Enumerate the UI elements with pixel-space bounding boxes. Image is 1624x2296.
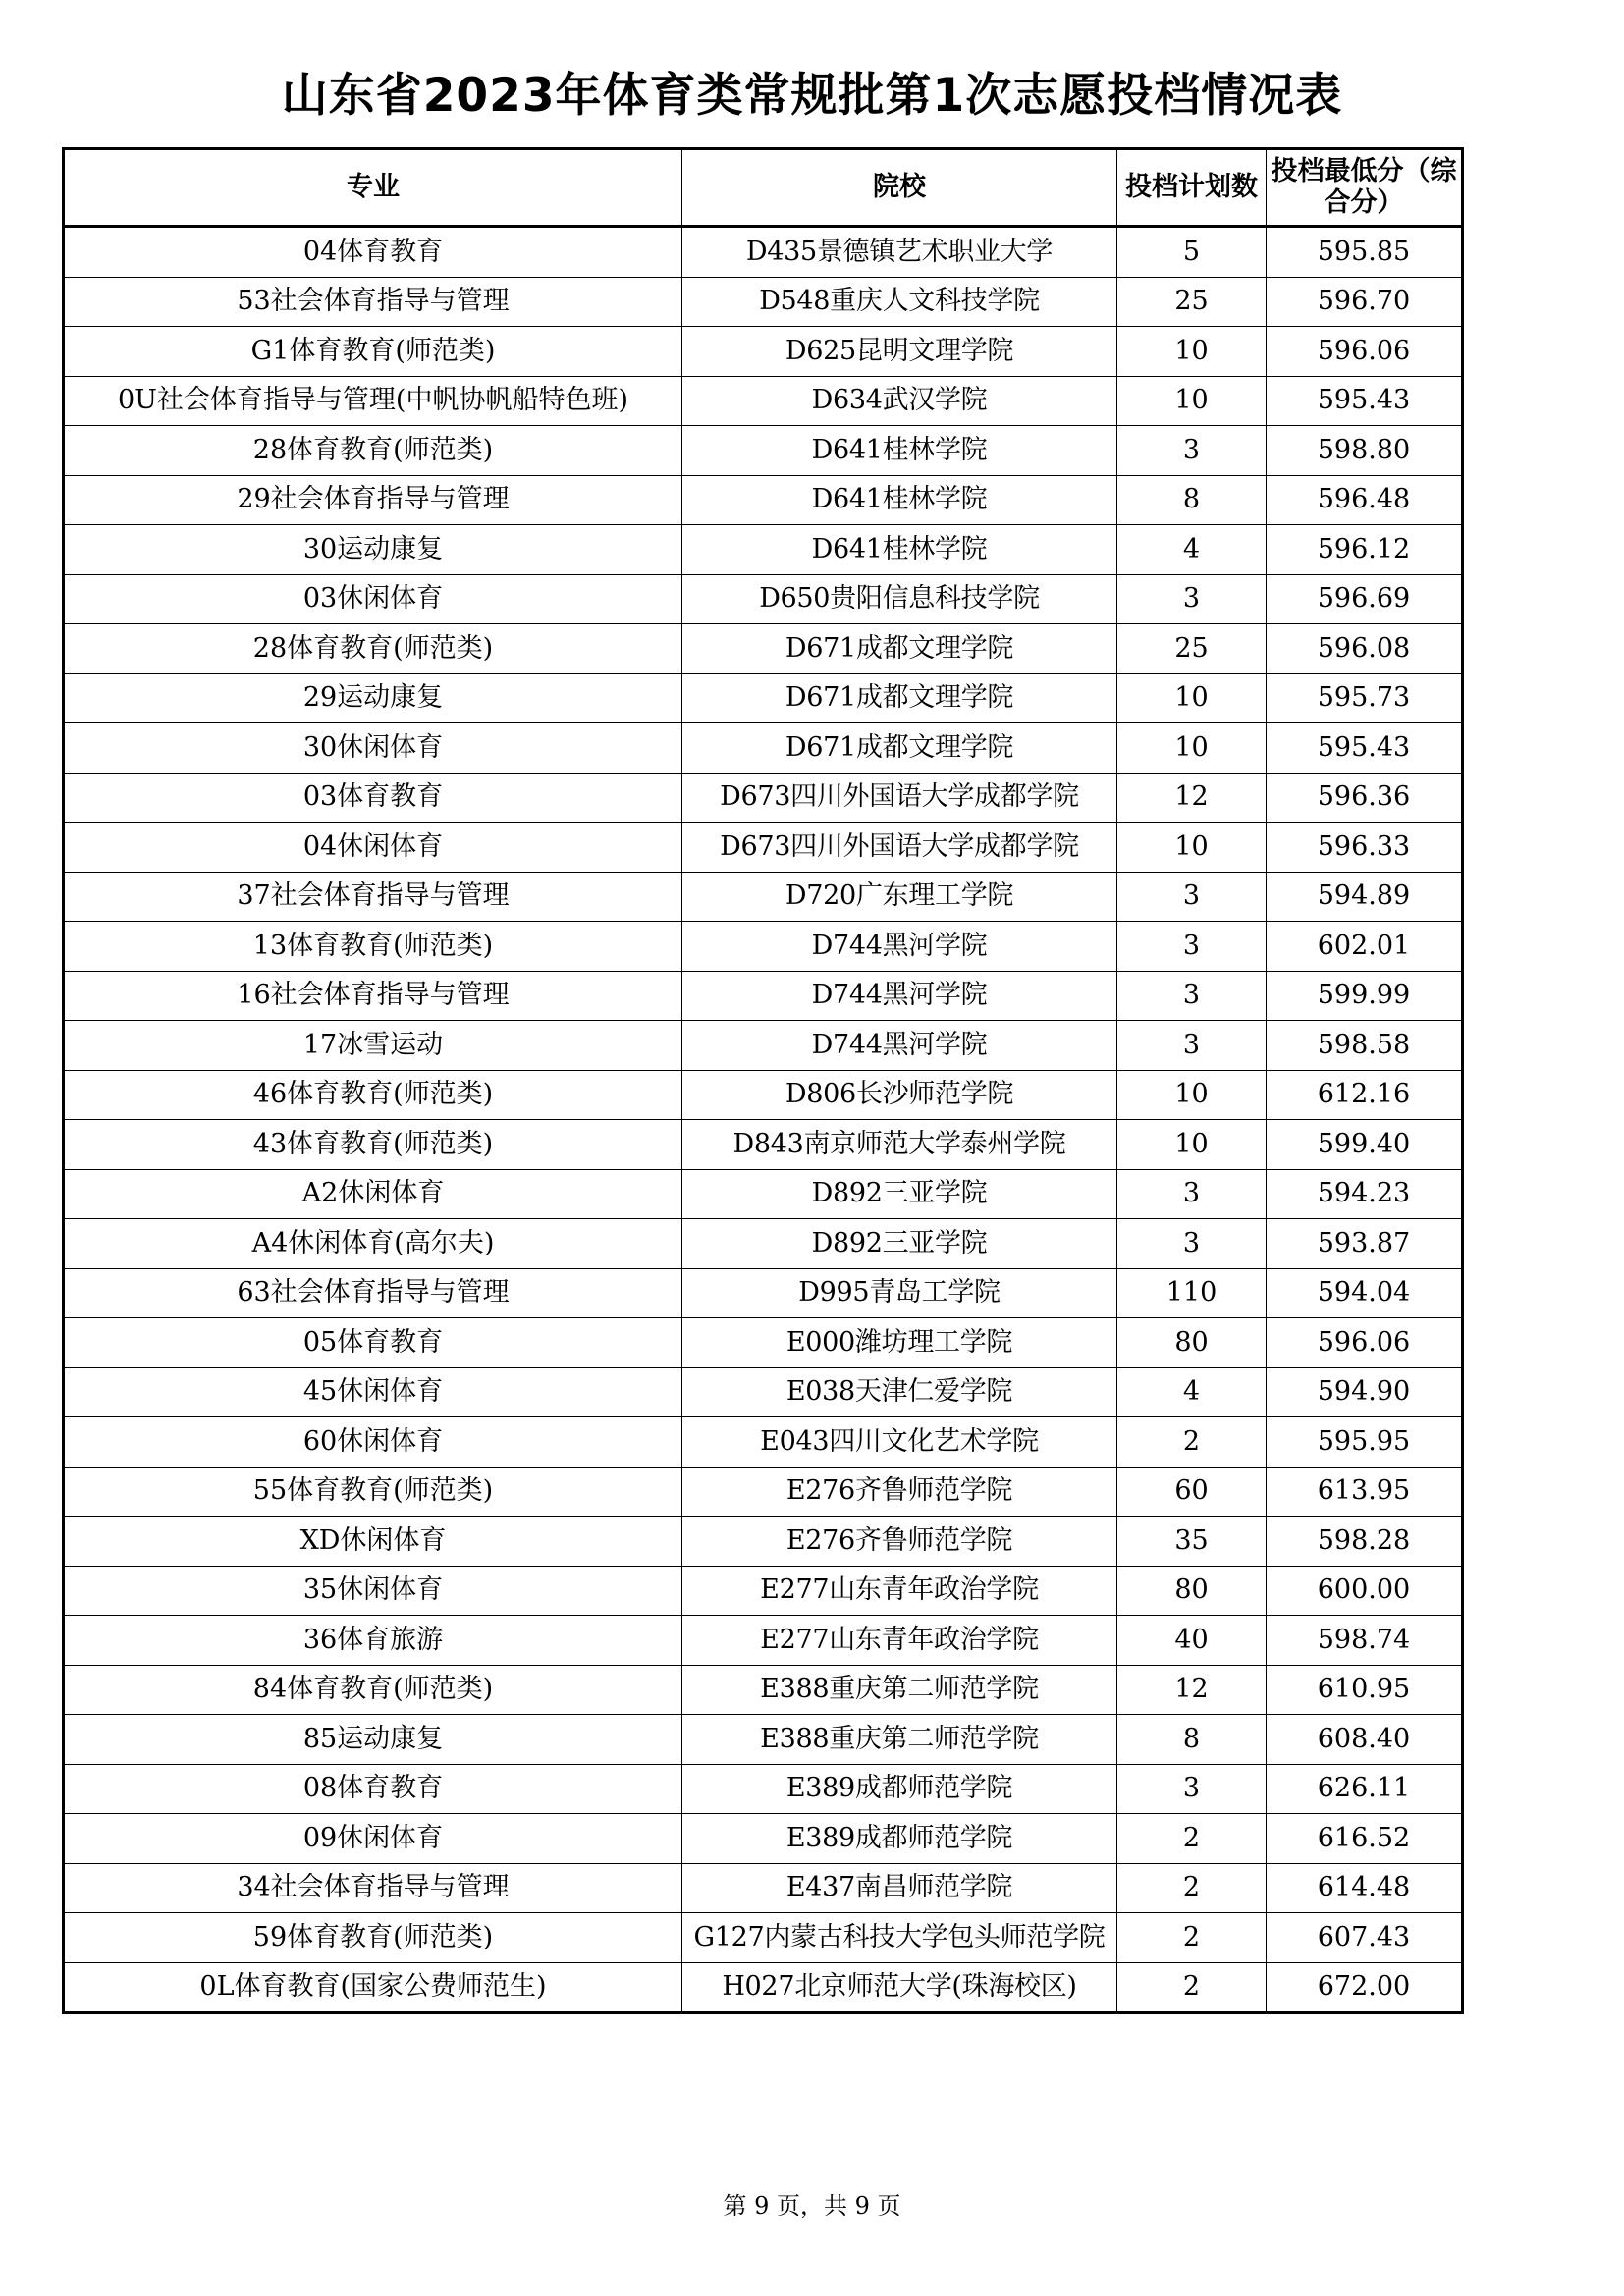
cell-major: 59体育教育(师范类) xyxy=(64,1913,682,1963)
cell-min-score: 596.36 xyxy=(1267,773,1463,823)
cell-plan: 3 xyxy=(1117,971,1267,1021)
cell-min-score: 596.08 xyxy=(1267,624,1463,674)
cell-school: E043四川文化艺术学院 xyxy=(682,1417,1117,1468)
cell-major: 84体育教育(师范类) xyxy=(64,1665,682,1715)
admissions-table xyxy=(62,147,1464,2014)
cell-plan: 12 xyxy=(1117,1665,1267,1715)
table-row xyxy=(64,1268,1463,1318)
cell-school: G127内蒙古科技大学包头师范学院 xyxy=(682,1913,1117,1963)
table-row xyxy=(64,773,1463,823)
cell-major: 43体育教育(师范类) xyxy=(64,1120,682,1170)
cell-min-score: 595.43 xyxy=(1267,376,1463,426)
cell-min-score: 607.43 xyxy=(1267,1913,1463,1963)
cell-major: 85运动康复 xyxy=(64,1715,682,1765)
cell-min-score: 596.06 xyxy=(1267,327,1463,377)
column-header-min-score: 投档最低分（综合分） xyxy=(1267,149,1463,227)
table-row xyxy=(64,624,1463,674)
cell-plan: 10 xyxy=(1117,673,1267,723)
cell-school: D995青岛工学院 xyxy=(682,1268,1117,1318)
cell-major: 30运动康复 xyxy=(64,525,682,575)
cell-major: A4休闲体育(高尔夫) xyxy=(64,1219,682,1269)
cell-major: XD休闲体育 xyxy=(64,1517,682,1567)
cell-major: 46体育教育(师范类) xyxy=(64,1070,682,1120)
cell-major: 45休闲体育 xyxy=(64,1367,682,1417)
cell-plan: 5 xyxy=(1117,227,1267,278)
cell-plan: 10 xyxy=(1117,823,1267,873)
table-row xyxy=(64,1814,1463,1864)
cell-major: 28体育教育(师范类) xyxy=(64,426,682,476)
cell-plan: 3 xyxy=(1117,1764,1267,1814)
column-header-school: 院校 xyxy=(682,149,1117,227)
table-row xyxy=(64,1467,1463,1517)
cell-school: D671成都文理学院 xyxy=(682,673,1117,723)
table-row xyxy=(64,823,1463,873)
cell-plan: 2 xyxy=(1117,1913,1267,1963)
table-row xyxy=(64,1764,1463,1814)
cell-plan: 3 xyxy=(1117,574,1267,624)
table-row xyxy=(64,1863,1463,1913)
cell-min-score: 596.06 xyxy=(1267,1318,1463,1368)
cell-school: E038天津仁爱学院 xyxy=(682,1367,1117,1417)
cell-plan: 12 xyxy=(1117,773,1267,823)
cell-major: 55体育教育(师范类) xyxy=(64,1467,682,1517)
table-row xyxy=(64,723,1463,774)
cell-school: D673四川外国语大学成都学院 xyxy=(682,773,1117,823)
cell-major: 37社会体育指导与管理 xyxy=(64,872,682,922)
cell-school: E000潍坊理工学院 xyxy=(682,1318,1117,1368)
cell-school: D641桂林学院 xyxy=(682,525,1117,575)
cell-school: D671成都文理学院 xyxy=(682,723,1117,774)
cell-school: E389成都师范学院 xyxy=(682,1814,1117,1864)
cell-major: 03体育教育 xyxy=(64,773,682,823)
cell-school: D641桂林学院 xyxy=(682,475,1117,525)
cell-school: D744黑河学院 xyxy=(682,971,1117,1021)
table-row xyxy=(64,1417,1463,1468)
cell-school: D843南京师范大学泰州学院 xyxy=(682,1120,1117,1170)
cell-school: D744黑河学院 xyxy=(682,922,1117,972)
cell-min-score: 596.48 xyxy=(1267,475,1463,525)
cell-plan: 2 xyxy=(1117,1417,1267,1468)
cell-min-score: 613.95 xyxy=(1267,1467,1463,1517)
cell-major: 34社会体育指导与管理 xyxy=(64,1863,682,1913)
table-row xyxy=(64,1616,1463,1666)
table-row xyxy=(64,1318,1463,1368)
cell-plan: 4 xyxy=(1117,1367,1267,1417)
cell-major: 0U社会体育指导与管理(中帆协帆船特色班) xyxy=(64,376,682,426)
cell-major: 04体育教育 xyxy=(64,227,682,278)
cell-min-score: 626.11 xyxy=(1267,1764,1463,1814)
table-row xyxy=(64,1665,1463,1715)
cell-major: 03休闲体育 xyxy=(64,574,682,624)
table-row xyxy=(64,1913,1463,1963)
cell-min-score: 600.00 xyxy=(1267,1566,1463,1616)
column-header-plan: 投档计划数 xyxy=(1117,149,1267,227)
cell-min-score: 595.85 xyxy=(1267,227,1463,278)
cell-major: A2休闲体育 xyxy=(64,1169,682,1219)
cell-min-score: 608.40 xyxy=(1267,1715,1463,1765)
cell-plan: 3 xyxy=(1117,1219,1267,1269)
cell-major: 53社会体育指导与管理 xyxy=(64,277,682,327)
cell-school: D806长沙师范学院 xyxy=(682,1070,1117,1120)
cell-major: 09休闲体育 xyxy=(64,1814,682,1864)
cell-plan: 10 xyxy=(1117,723,1267,774)
cell-min-score: 672.00 xyxy=(1267,1962,1463,2013)
cell-plan: 40 xyxy=(1117,1616,1267,1666)
cell-plan: 3 xyxy=(1117,1169,1267,1219)
cell-school: E276齐鲁师范学院 xyxy=(682,1517,1117,1567)
cell-plan: 3 xyxy=(1117,922,1267,972)
cell-min-score: 594.04 xyxy=(1267,1268,1463,1318)
cell-school: E389成都师范学院 xyxy=(682,1764,1117,1814)
cell-school: D744黑河学院 xyxy=(682,1021,1117,1071)
cell-major: 08体育教育 xyxy=(64,1764,682,1814)
cell-min-score: 595.73 xyxy=(1267,673,1463,723)
cell-plan: 60 xyxy=(1117,1467,1267,1517)
table-row xyxy=(64,574,1463,624)
table-row xyxy=(64,922,1463,972)
table-row xyxy=(64,1219,1463,1269)
table-row xyxy=(64,1070,1463,1120)
cell-min-score: 602.01 xyxy=(1267,922,1463,972)
cell-min-score: 594.23 xyxy=(1267,1169,1463,1219)
cell-school: D650贵阳信息科技学院 xyxy=(682,574,1117,624)
cell-school: D435景德镇艺术职业大学 xyxy=(682,227,1117,278)
cell-min-score: 612.16 xyxy=(1267,1070,1463,1120)
cell-min-score: 598.80 xyxy=(1267,426,1463,476)
cell-min-score: 614.48 xyxy=(1267,1863,1463,1913)
cell-plan: 8 xyxy=(1117,1715,1267,1765)
cell-min-score: 596.12 xyxy=(1267,525,1463,575)
cell-plan: 8 xyxy=(1117,475,1267,525)
page-title: 山东省2023年体育类常规批第1次志愿投档情况表 xyxy=(281,69,1343,123)
table-row xyxy=(64,673,1463,723)
cell-school: D720广东理工学院 xyxy=(682,872,1117,922)
cell-min-score: 610.95 xyxy=(1267,1665,1463,1715)
cell-major: 29社会体育指导与管理 xyxy=(64,475,682,525)
table-row xyxy=(64,971,1463,1021)
cell-plan: 10 xyxy=(1117,327,1267,377)
cell-min-score: 598.74 xyxy=(1267,1616,1463,1666)
table-row xyxy=(64,277,1463,327)
table-row xyxy=(64,227,1463,278)
cell-min-score: 596.69 xyxy=(1267,574,1463,624)
cell-min-score: 599.99 xyxy=(1267,971,1463,1021)
cell-major: 13体育教育(师范类) xyxy=(64,922,682,972)
cell-school: D625昆明文理学院 xyxy=(682,327,1117,377)
cell-min-score: 599.40 xyxy=(1267,1120,1463,1170)
page-footer: 第 9 页，共 9 页 xyxy=(723,2192,901,2219)
cell-min-score: 616.52 xyxy=(1267,1814,1463,1864)
cell-major: 63社会体育指导与管理 xyxy=(64,1268,682,1318)
cell-school: E437南昌师范学院 xyxy=(682,1863,1117,1913)
cell-plan: 110 xyxy=(1117,1268,1267,1318)
cell-major: 0L体育教育(国家公费师范生) xyxy=(64,1962,682,2013)
table-body xyxy=(64,227,1463,2013)
cell-min-score: 594.89 xyxy=(1267,872,1463,922)
cell-plan: 35 xyxy=(1117,1517,1267,1567)
cell-plan: 80 xyxy=(1117,1318,1267,1368)
cell-major: 30休闲体育 xyxy=(64,723,682,774)
cell-plan: 4 xyxy=(1117,525,1267,575)
cell-major: 60休闲体育 xyxy=(64,1417,682,1468)
table-row xyxy=(64,1517,1463,1567)
cell-school: E277山东青年政治学院 xyxy=(682,1616,1117,1666)
cell-school: H027北京师范大学(珠海校区) xyxy=(682,1962,1117,2013)
cell-plan: 25 xyxy=(1117,624,1267,674)
cell-min-score: 598.28 xyxy=(1267,1517,1463,1567)
table-row xyxy=(64,1962,1463,2013)
cell-school: D892三亚学院 xyxy=(682,1169,1117,1219)
cell-major: 35休闲体育 xyxy=(64,1566,682,1616)
cell-plan: 25 xyxy=(1117,277,1267,327)
table-row xyxy=(64,1715,1463,1765)
cell-min-score: 598.58 xyxy=(1267,1021,1463,1071)
table-row xyxy=(64,1169,1463,1219)
cell-major: 36体育旅游 xyxy=(64,1616,682,1666)
cell-school: E277山东青年政治学院 xyxy=(682,1566,1117,1616)
cell-min-score: 593.87 xyxy=(1267,1219,1463,1269)
cell-plan: 3 xyxy=(1117,872,1267,922)
cell-plan: 10 xyxy=(1117,1120,1267,1170)
cell-major: G1体育教育(师范类) xyxy=(64,327,682,377)
cell-min-score: 594.90 xyxy=(1267,1367,1463,1417)
cell-major: 04休闲体育 xyxy=(64,823,682,873)
cell-school: E276齐鲁师范学院 xyxy=(682,1467,1117,1517)
cell-min-score: 595.95 xyxy=(1267,1417,1463,1468)
table-row xyxy=(64,872,1463,922)
cell-major: 17冰雪运动 xyxy=(64,1021,682,1071)
column-header-major: 专业 xyxy=(64,149,682,227)
cell-plan: 3 xyxy=(1117,426,1267,476)
table-row xyxy=(64,1566,1463,1616)
cell-school: E388重庆第二师范学院 xyxy=(682,1715,1117,1765)
table-row xyxy=(64,376,1463,426)
cell-plan: 3 xyxy=(1117,1021,1267,1071)
cell-school: D634武汉学院 xyxy=(682,376,1117,426)
cell-plan: 2 xyxy=(1117,1814,1267,1864)
table-row xyxy=(64,1120,1463,1170)
cell-min-score: 595.43 xyxy=(1267,723,1463,774)
cell-min-score: 596.70 xyxy=(1267,277,1463,327)
table-row xyxy=(64,426,1463,476)
table-row xyxy=(64,525,1463,575)
table-header-row xyxy=(64,149,1463,227)
cell-school: D892三亚学院 xyxy=(682,1219,1117,1269)
cell-plan: 10 xyxy=(1117,1070,1267,1120)
cell-school: D641桂林学院 xyxy=(682,426,1117,476)
table-row xyxy=(64,475,1463,525)
cell-plan: 10 xyxy=(1117,376,1267,426)
cell-school: D671成都文理学院 xyxy=(682,624,1117,674)
cell-major: 29运动康复 xyxy=(64,673,682,723)
cell-major: 05体育教育 xyxy=(64,1318,682,1368)
cell-min-score: 596.33 xyxy=(1267,823,1463,873)
cell-school: D548重庆人文科技学院 xyxy=(682,277,1117,327)
cell-school: D673四川外国语大学成都学院 xyxy=(682,823,1117,873)
table-row xyxy=(64,327,1463,377)
cell-plan: 80 xyxy=(1117,1566,1267,1616)
cell-plan: 2 xyxy=(1117,1863,1267,1913)
cell-major: 16社会体育指导与管理 xyxy=(64,971,682,1021)
table-row xyxy=(64,1367,1463,1417)
cell-school: E388重庆第二师范学院 xyxy=(682,1665,1117,1715)
cell-plan: 2 xyxy=(1117,1962,1267,2013)
cell-major: 28体育教育(师范类) xyxy=(64,624,682,674)
table-row xyxy=(64,1021,1463,1071)
